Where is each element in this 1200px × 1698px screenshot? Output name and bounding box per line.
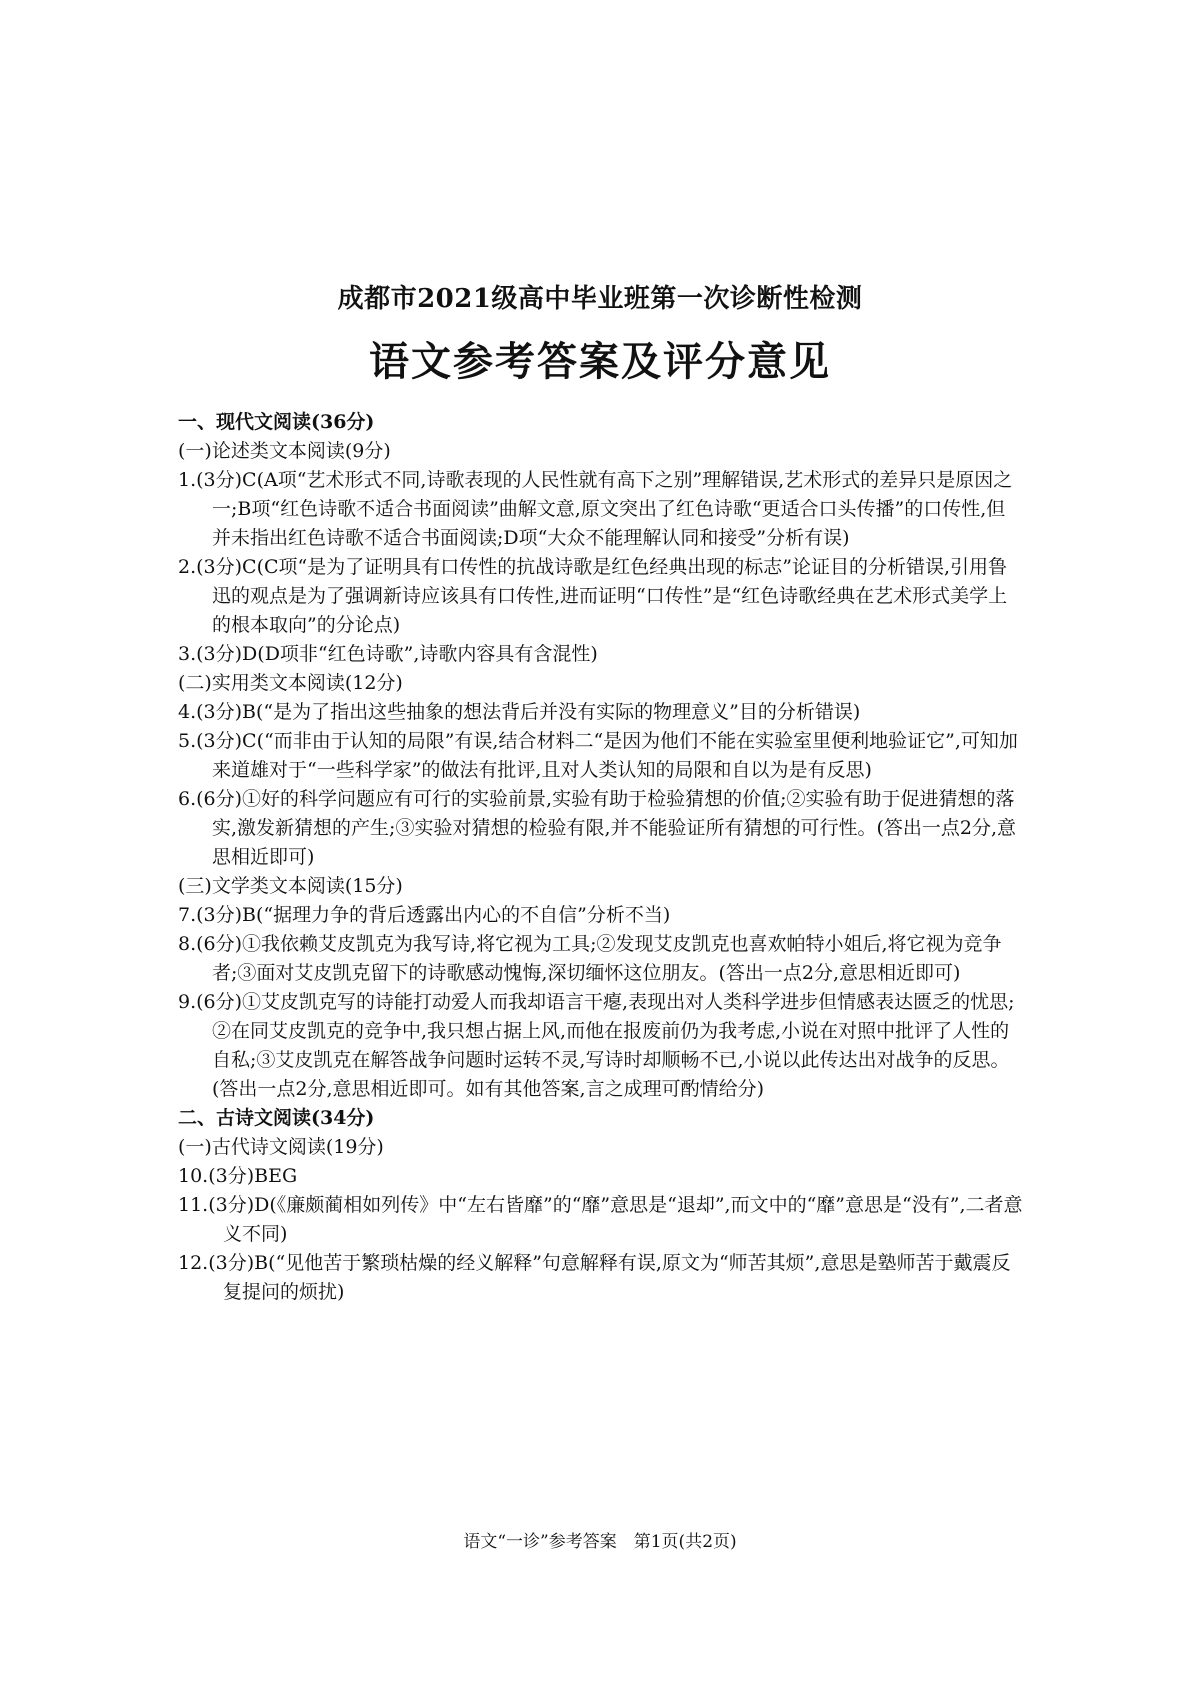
document-subtitle: 语文参考答案及评分意见 <box>369 338 831 385</box>
subsection-heading: (一)古代诗文阅读(19分) <box>178 1136 384 1158</box>
answer-item: 1.(3分)C(A项“艺术形式不同,诗歌表现的人民性就有高下之别”理解错误,艺术形式的差异只是原因之一;B项“红色诗歌不适合书面阅读”曲解文意,原文突出了红色诗歌“更适合口头传播”的口传性,但并未指出红色诗歌不适合书面阅读;D项“大众不能理解认同和接受”分析有误) <box>178 469 1013 549</box>
subsection-heading: (三)文学类文本阅读(15分) <box>178 875 403 897</box>
subsection-heading: (一)论述类文本阅读(9分) <box>178 440 391 462</box>
section-heading: 一、现代文阅读(36分) <box>178 411 375 433</box>
subsection-heading: (二)实用类文本阅读(12分) <box>178 672 403 694</box>
answer-item: 11.(3分)D(《廉颇蔺相如列传》中“左右皆靡”的“靡”意思是“退却”,而文中的“靡”意思是“没有”,二者意义不同) <box>178 1194 1023 1245</box>
answer-item: 7.(3分)B(“据理力争的背后透露出内心的不自信”分析不当) <box>178 904 671 926</box>
section-heading: 二、古诗文阅读(34分) <box>178 1107 375 1129</box>
answer-item: 8.(6分)①我依赖艾皮凯克为我写诗,将它视为工具;②发现艾皮凯克也喜欢帕特小姐后,将它视为竞争者;③面对艾皮凯克留下的诗歌感动愧悔,深切缅怀这位朋友。(答出一点2分,意思相近即可) <box>178 933 1002 984</box>
answer-body <box>178 408 1023 1307</box>
answer-item: 9.(6分)①艾皮凯克写的诗能打动爱人而我却语言干瘪,表现出对人类科学进步但情感表达匮乏的忧思;②在同艾皮凯克的竞争中,我只想占据上风,而他在报废前仍为我考虑,小说在对照中批评了人性的自私;③艾皮凯克在解答战争问题时运转不灵,写诗时却顺畅不已,小说以此传达出对战争的反思。(答出一点2分,意思相近即可。如有其他答案,言之成理可酌情给分) <box>178 991 1015 1100</box>
answer-item: 4.(3分)B(“是为了指出这些抽象的想法背后并没有实际的物理意义”目的分析错误) <box>178 701 861 723</box>
document-title: 成都市2021级高中毕业班第一次诊断性检测 <box>337 284 863 314</box>
answer-item: 12.(3分)B(“见他苦于繁琐枯燥的经义解释”句意解释有误,原文为“师苦其烦”,意思是塾师苦于戴震反复提问的烦扰) <box>178 1252 1011 1303</box>
answer-item: 5.(3分)C(“而非由于认知的局限”有误,结合材料二“是因为他们不能在实验室里便利地验证它”,可知加来道雄对于“一些科学家”的做法有批评,且对人类认知的局限和自以为是有反思) <box>178 730 1018 781</box>
answer-item: 2.(3分)C(C项“是为了证明具有口传性的抗战诗歌是红色经典出现的标志”论证目的分析错误,引用鲁迅的观点是为了强调新诗应该具有口传性,进而证明“口传性”是“红色诗歌经典在艺术形式美学上的根本取向”的分论点) <box>178 556 1008 636</box>
answer-item: 3.(3分)D(D项非“红色诗歌”,诗歌内容具有含混性) <box>178 643 598 665</box>
answer-item: 10.(3分)BEG <box>178 1165 298 1187</box>
answer-item: 6.(6分)①好的科学问题应有可行的实验前景,实验有助于检验猜想的价值;②实验有助于促进猜想的落实,激发新猜想的产生;③实验对猜想的检验有限,并不能验证所有猜想的可行性。(答出一点2分,意思相近即可) <box>178 788 1017 868</box>
page-footer: 语文“一诊”参考答案 第1页(共2页) <box>463 1532 737 1552</box>
